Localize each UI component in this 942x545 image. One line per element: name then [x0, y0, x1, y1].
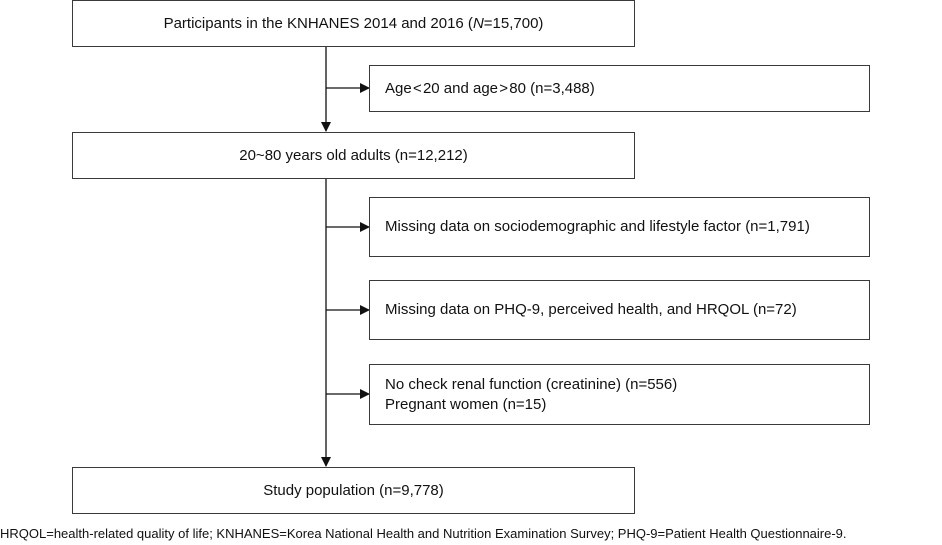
participants-box	[72, 0, 635, 47]
study-population-box	[72, 467, 635, 514]
exclusion-renal-text: No check renal function (creatinine) (n=556)	[385, 375, 678, 393]
exclusion-phq9-text: Missing data on PHQ-9, perceived health, and HRQOL (n=72)	[385, 301, 797, 318]
exclusion-phq9-box	[369, 280, 870, 340]
exclusion-pregnant-text: Pregnant women (n=15)	[385, 395, 547, 413]
exclusion-age-text: Age < 20 and age > 80 (n=3,488)	[385, 79, 595, 97]
exclusion-sociodemographic-text: Missing data on sociodemographic and lifestyle factor (n=1,791)	[385, 218, 810, 235]
participants-text: Participants in the KNHANES 2014 and 2016 (N=15,700)	[163, 14, 544, 32]
exclusion-sociodemographic-box	[369, 197, 870, 257]
adults-text: 20~80 years old adults (n=12,212)	[239, 146, 468, 164]
study-population-text: Study population (n=9,778)	[263, 481, 444, 499]
adults-box	[72, 132, 635, 179]
abbreviations-footnote: HRQOL=health-related quality of life; KNHANES=Korea National Health and Nutrition Examination Survey; PHQ-9=Patient Health Questionnaire-9.	[0, 526, 847, 541]
exclusion-renal-pregnant-box	[369, 364, 870, 425]
exclusion-age-box	[369, 65, 870, 112]
